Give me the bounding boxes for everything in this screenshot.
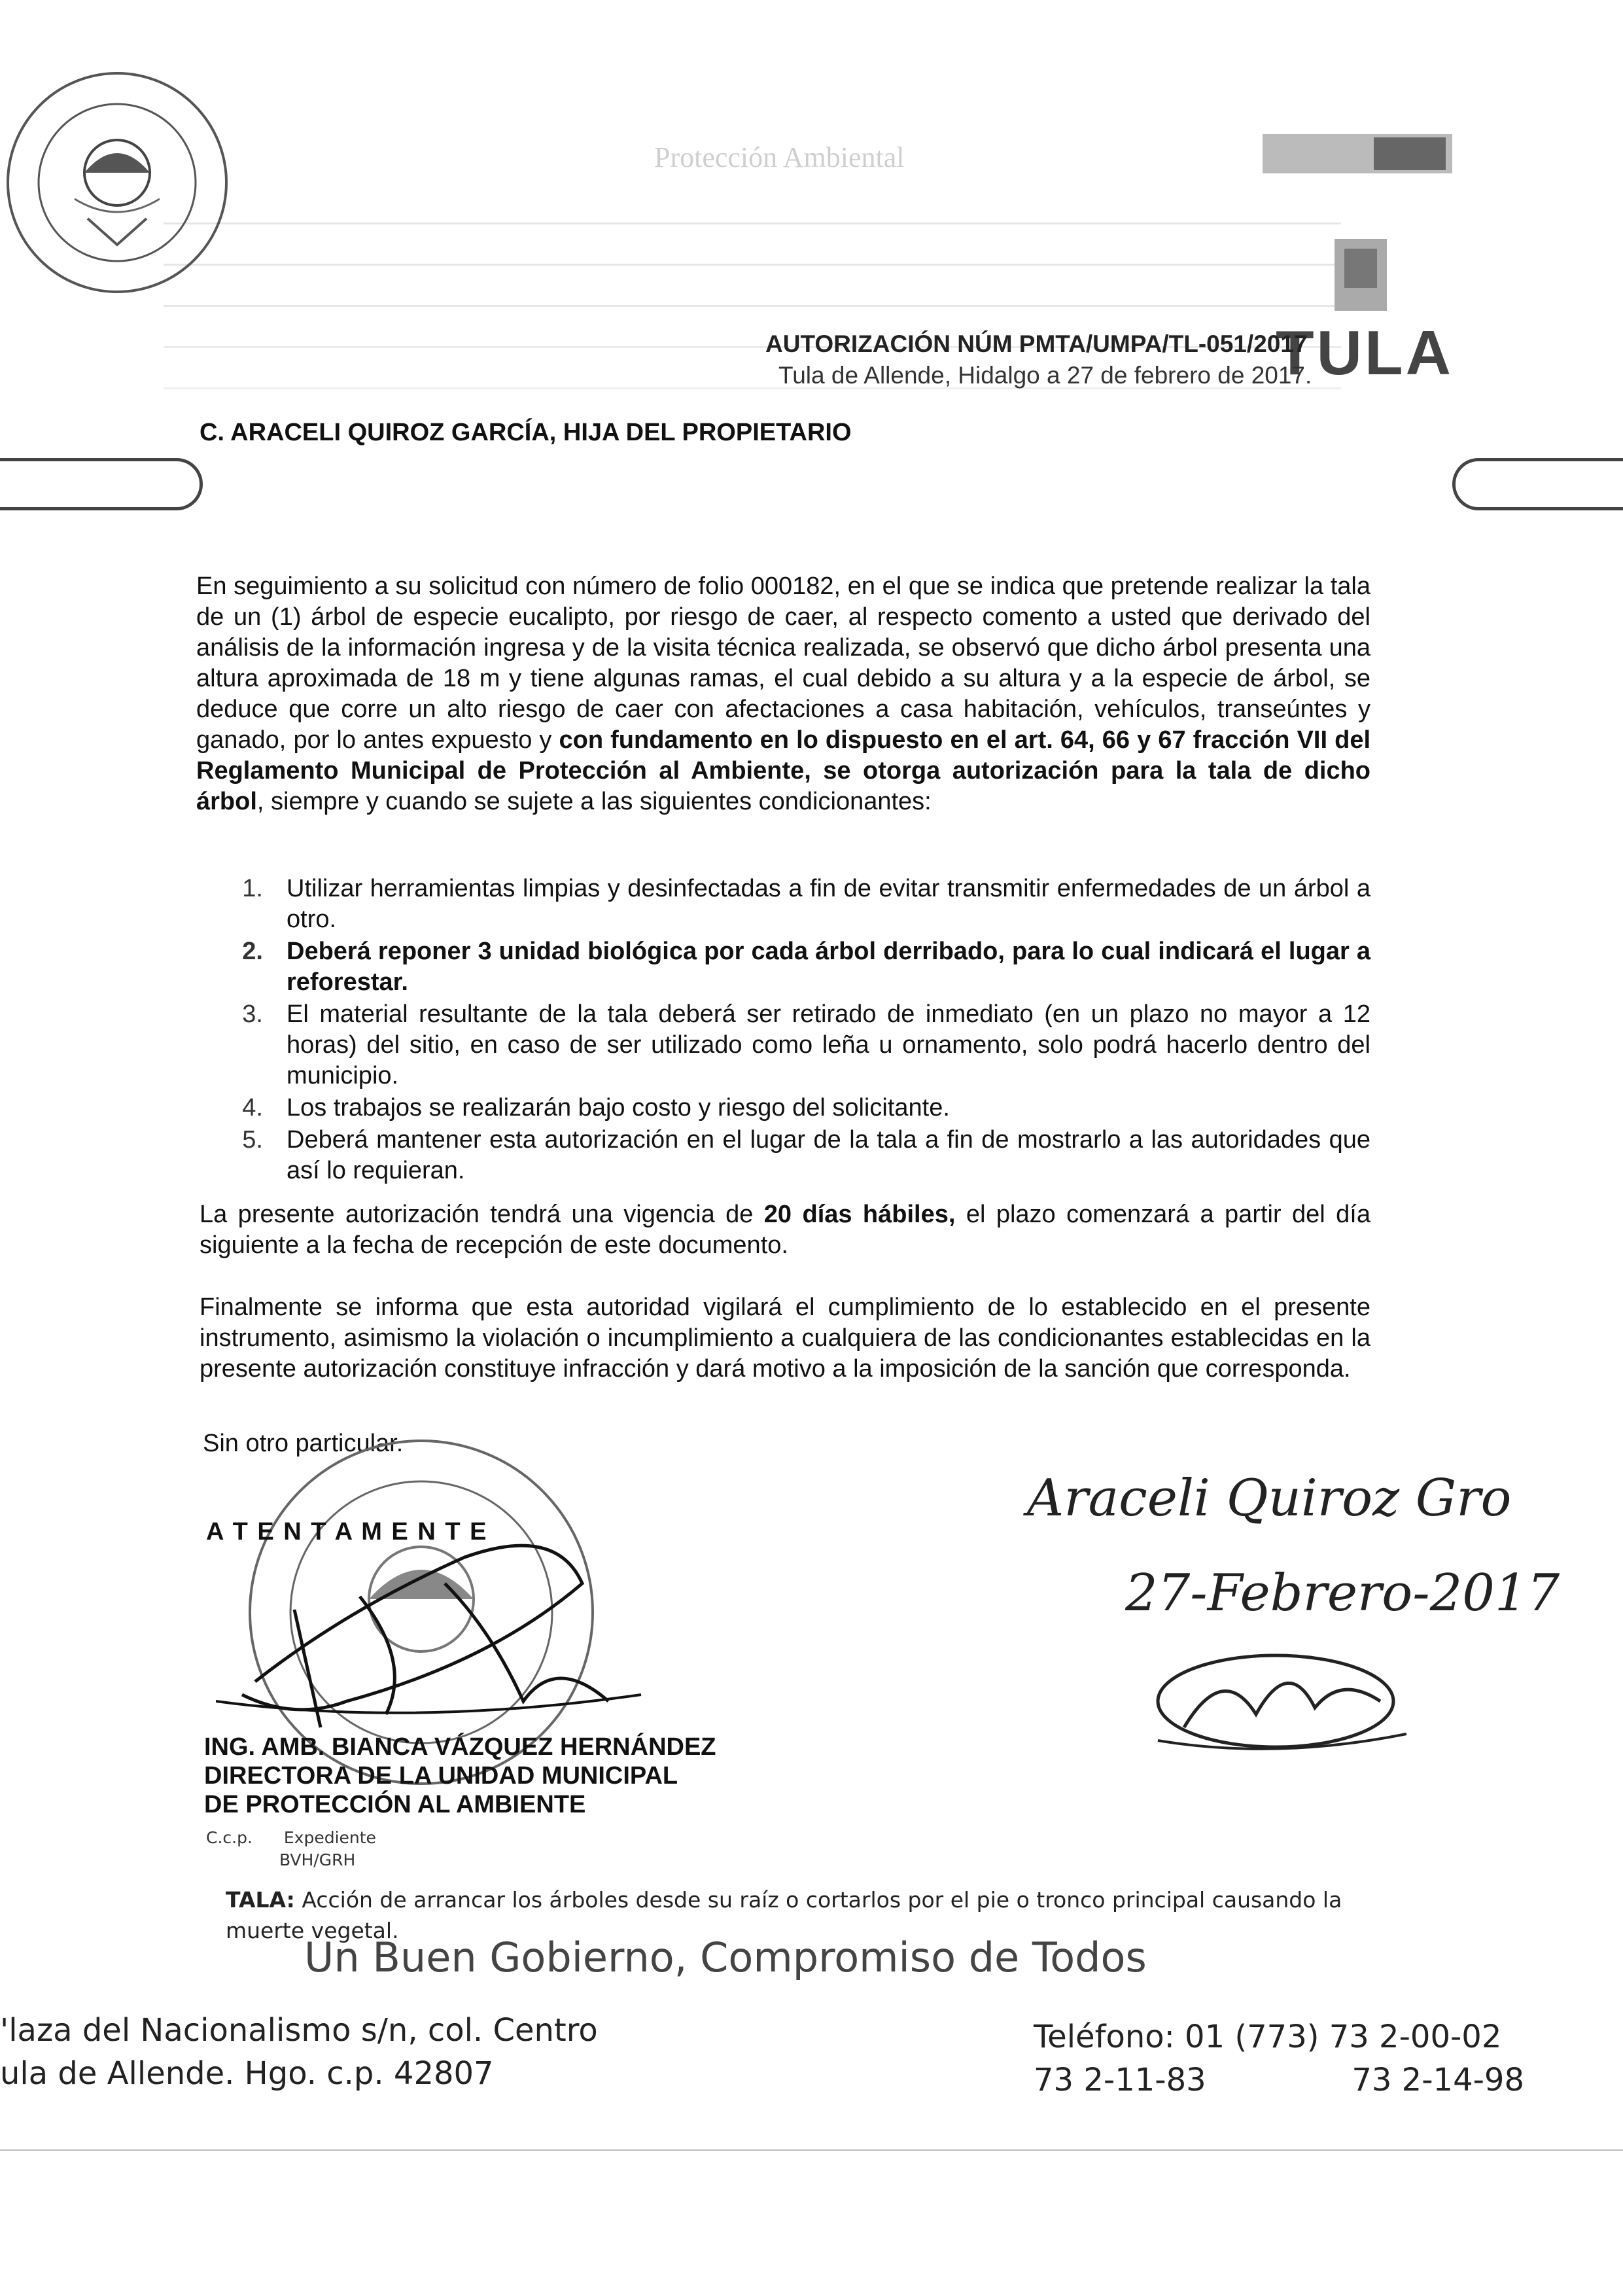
- bleed-heading: Protección Ambiental: [654, 141, 905, 173]
- signatory-name: ING. AMB. BIANCA VÁZQUEZ HERNÁNDEZ: [204, 1733, 716, 1761]
- handwritten-name: Araceli Quiroz Gro: [1027, 1469, 1512, 1528]
- list-item: 1. Utilizar herramientas limpias y desinfectadas a fin de evitar transmitir enfermedades de un árbol a otro.: [242, 875, 1370, 933]
- handwritten-date: 27-Febrero-2017: [1125, 1564, 1560, 1623]
- closing: Sin otro particular.: [203, 1430, 404, 1457]
- signatory-title-2: DE PROTECCIÓN AL AMBIENTE: [204, 1791, 586, 1818]
- recipient: C. ARACELI QUIROZ GARCÍA, HIJA DEL PROPIETARIO: [200, 419, 852, 446]
- intro-text: En seguimiento a su solicitud con número de folio 000182, en el que se indica que pretende realizar la tala de un (1) árbol de especie eucalipto, por riesgo de caer, al respecto comento a usted que derivado del análisis de la información ingresa y de la visita técnica realizada, se observó que dicho árbol presenta una altura aproximada de 18 m y tiene algunas ramas, el cual debido a su altura y a la especie de árbol, se deduce que corre un alto riesgo de caer con afectaciones a casa habitación, vehículos, transeúntes y ganado, por lo antes expuesto y: [196, 573, 1370, 754]
- list-item: 2. Deberá reponer 3 unidad biológica por cada árbol derribado, para lo cual indicará el lugar a reforestar.: [242, 938, 1370, 996]
- address-line-1: 'laza del Nacionalismo s/n, col. Centro: [0, 2012, 598, 2049]
- footer-phones: [1034, 2015, 1557, 2102]
- municipal-seal-top: [7, 72, 228, 293]
- phone-2: 73 2-11-83: [1034, 2062, 1206, 2098]
- intro-paragraph: [196, 571, 1370, 817]
- validity-paragraph: La presente autorización tendrá una vigencia de 20 días hábiles, el plazo comenzará a partir del día siguiente a la fecha de recepción de este documento.: [200, 1201, 1370, 1259]
- paper-clip-left: [0, 458, 203, 510]
- ccp-initials: BVH/GRH: [279, 1850, 356, 1869]
- address-line-2: ula de Allende. Hgo. c.p. 42807: [0, 2055, 494, 2092]
- recipient-signature: [1145, 1636, 1420, 1767]
- regards: A T E N T A M E N T E: [206, 1518, 488, 1545]
- tala-note: TALA: Acción de arrancar los árboles desde su raíz o cortarlos por el pie o tronco principal causando la muerte vegetal.: [226, 1887, 1342, 1943]
- phone-line-1: Teléfono: 01 (773) 73 2-00-02: [1034, 2019, 1502, 2055]
- authorization-number: AUTORIZACIÓN NÚM PMTA/UMPA/TL-051/2017: [765, 330, 1308, 357]
- signatory-title-1: DIRECTORA DE LA UNIDAD MUNICIPAL: [204, 1762, 678, 1790]
- place-date: Tula de Allende, Hidalgo a 27 de febrero de 2017.: [778, 362, 1312, 389]
- ccp-block: [206, 1827, 376, 1871]
- official-signature: [216, 1531, 674, 1740]
- phone-3: 73 2-14-98: [1352, 2062, 1524, 2098]
- intro-ending: , siempre y cuando se sujete a las siguientes condicionantes:: [256, 788, 932, 815]
- list-item: 4. Los trabajos se realizarán bajo costo y riesgo del solicitante.: [242, 1094, 950, 1122]
- footer-address: [0, 2009, 598, 2095]
- seal-emblem-icon: [9, 75, 225, 291]
- paper-clip-right: [1452, 458, 1623, 510]
- ccp-label: C.c.p.: [206, 1828, 253, 1847]
- list-item: 3. El material resultante de la tala deberá ser retirado de inmediato (en un plazo no mayor a 12 horas) del sitio, en caso de ser utilizado como leña u ornamento, solo podrá hacerlo dentro del municipio.: [242, 1000, 1370, 1089]
- page-edge: [0, 2149, 1623, 2151]
- conditions-list: [216, 874, 1370, 1188]
- footer-slogan: Un Buen Gobierno, Compromiso de Todos: [304, 1934, 1147, 1981]
- logo-text: TULA: [1276, 318, 1454, 388]
- ccp-recipient: Expediente: [283, 1828, 376, 1847]
- list-item: 5. Deberá mantener esta autorización en el lugar de la tala a fin de mostrarlo a las autoridades que así lo requieran.: [242, 1126, 1370, 1184]
- final-paragraph: Finalmente se informa que esta autoridad vigilará el cumplimiento de lo establecido en el presente instrumento, asimismo la violación o incumplimiento a cualquiera de las condicionantes establecidas en la presente autorización constituye infracción y dará motivo a la imposición de la sanción que corresponda.: [200, 1294, 1370, 1383]
- signatory-block: [204, 1733, 716, 1819]
- intro-legal-basis: con fundamento en lo dispuesto en el art. 64, 66 y 67 fracción VII del Reglamento Municipal de Protección al Ambiente, se otorga autorización para la tala de dicho árbol: [196, 726, 1371, 815]
